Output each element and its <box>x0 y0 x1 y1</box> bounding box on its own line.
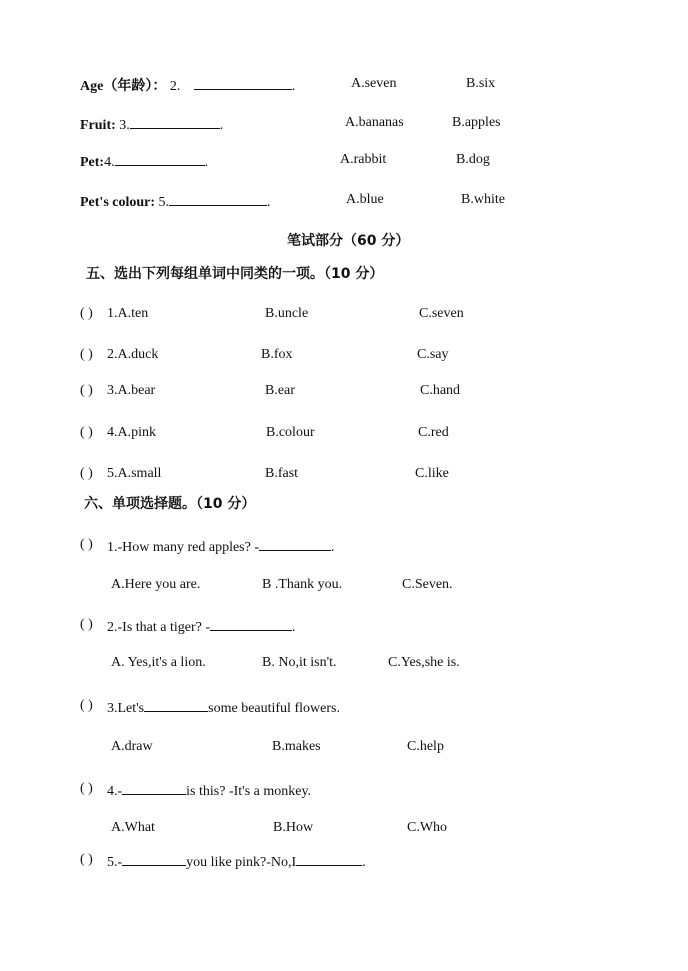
section5-item <box>0 423 688 443</box>
option-c: C.Seven. <box>402 577 453 592</box>
option-a: A.bananas <box>345 115 404 130</box>
answer-parentheses[interactable]: ( ) <box>80 781 93 796</box>
option-a: 4.A.pink <box>107 425 156 440</box>
answer-parentheses[interactable]: ( ) <box>80 698 93 713</box>
option-b: B.makes <box>272 739 321 754</box>
section6-options <box>0 737 688 757</box>
option-b: B.white <box>461 192 505 207</box>
answer-parentheses[interactable]: ( ) <box>80 383 93 398</box>
option-c: C.hand <box>420 383 461 398</box>
blank-dot: . <box>219 118 224 133</box>
option-b: B.six <box>466 76 496 91</box>
option-a: 1.A.ten <box>107 306 149 321</box>
question-number: 4. <box>104 155 115 170</box>
section6-question <box>0 615 688 635</box>
option-b: B.ear <box>265 383 295 398</box>
question-text: 1.-How many red apples? - <box>107 540 260 555</box>
option-c: C.Yes,she is. <box>388 655 460 670</box>
option-b: B.fast <box>265 466 299 481</box>
section6-options <box>0 575 688 595</box>
option-a: A.draw <box>111 739 153 754</box>
option-c: C.red <box>418 425 449 440</box>
option-c: C.help <box>407 739 444 754</box>
question-text-end: . <box>292 620 296 635</box>
listening-row-pet <box>0 150 688 170</box>
answer-blank[interactable] <box>194 74 292 90</box>
field-label: Pet: <box>80 155 105 170</box>
listening-row-pet-colour <box>0 190 688 210</box>
section5-title-row <box>0 264 688 284</box>
answer-blank[interactable] <box>210 615 292 631</box>
option-c: C.say <box>417 347 449 362</box>
answer-parentheses[interactable]: ( ) <box>80 306 93 321</box>
question-text-end: some beautiful flowers. <box>208 701 340 716</box>
answer-parentheses[interactable]: ( ) <box>80 425 93 440</box>
field-label: Pet's colour: <box>80 195 156 210</box>
question-text: 4.- <box>107 784 123 799</box>
option-a: 2.A.duck <box>107 347 159 362</box>
option-b: B. No,it isn't. <box>262 655 337 670</box>
answer-parentheses[interactable]: ( ) <box>80 537 93 552</box>
answer-blank[interactable] <box>122 850 186 866</box>
answer-blank-2[interactable] <box>296 850 362 866</box>
question-text: 2.-Is that a tiger? - <box>107 620 211 635</box>
question-text: 5.- <box>107 855 123 870</box>
option-a: A.rabbit <box>340 152 387 167</box>
question-number: 5. <box>158 195 170 210</box>
section5-item <box>0 381 688 401</box>
answer-blank[interactable] <box>115 150 205 166</box>
option-b: B.colour <box>266 425 315 440</box>
section6-question <box>0 779 688 799</box>
option-a: A.seven <box>351 76 397 91</box>
section5-item <box>0 464 688 484</box>
option-b: B.fox <box>261 347 293 362</box>
field-label: Fruit: <box>80 118 116 133</box>
blank-dot: . <box>291 79 296 94</box>
section6-options <box>0 653 688 673</box>
option-b: B.apples <box>452 115 501 130</box>
written-part-title: 笔试部分（60 分） <box>287 233 410 249</box>
option-a: 5.A.small <box>107 466 162 481</box>
answer-blank[interactable] <box>144 696 208 712</box>
option-c: C.seven <box>419 306 464 321</box>
answer-blank[interactable] <box>122 779 186 795</box>
blank-dot: . <box>267 195 271 210</box>
option-a: A.blue <box>346 192 384 207</box>
option-b: B.uncle <box>265 306 309 321</box>
option-a: A. Yes,it's a lion. <box>111 655 206 670</box>
answer-blank[interactable] <box>130 113 220 129</box>
field-label: Age（年龄） <box>80 79 153 94</box>
option-c: C.Who <box>407 820 448 835</box>
answer-parentheses[interactable]: ( ) <box>80 852 93 867</box>
written-part-title-row <box>0 231 688 251</box>
answer-parentheses[interactable]: ( ) <box>80 617 93 632</box>
blank-dot: . <box>204 155 209 170</box>
section6-question <box>0 850 688 870</box>
question-number: 3. <box>119 118 130 133</box>
section6-title: 六、单项选择题。（10 分） <box>84 496 256 512</box>
question-text-end: . <box>331 540 335 555</box>
answer-parentheses[interactable]: ( ) <box>80 466 93 481</box>
section6-question <box>0 696 688 716</box>
option-c: C.like <box>415 466 449 481</box>
option-b: B.How <box>273 820 314 835</box>
option-b: B.dog <box>456 152 490 167</box>
section5-title: 五、选出下列每组单词中同类的一项。（10 分） <box>86 266 384 282</box>
question-text-end: . <box>362 855 366 870</box>
section5-item <box>0 304 688 324</box>
listening-row-age <box>0 74 688 94</box>
listening-row-fruit <box>0 113 688 133</box>
option-a: 3.A.bear <box>107 383 156 398</box>
section6-options <box>0 818 688 838</box>
question-text: 3.Let's <box>107 701 145 716</box>
option-a: A.What <box>111 820 155 835</box>
question-text-mid: you like pink?-No,I <box>186 855 297 870</box>
answer-blank[interactable] <box>259 535 331 551</box>
question-number: 2. <box>169 79 181 94</box>
section5-item <box>0 345 688 365</box>
answer-blank[interactable] <box>169 190 267 206</box>
section6-title-row <box>0 494 688 514</box>
question-text-end: is this? -It's a monkey. <box>186 784 312 799</box>
separator: ： <box>152 79 167 94</box>
option-b: B .Thank you. <box>262 577 343 592</box>
option-a: A.Here you are. <box>111 577 201 592</box>
section6-question <box>0 535 688 555</box>
answer-parentheses[interactable]: ( ) <box>80 347 93 362</box>
